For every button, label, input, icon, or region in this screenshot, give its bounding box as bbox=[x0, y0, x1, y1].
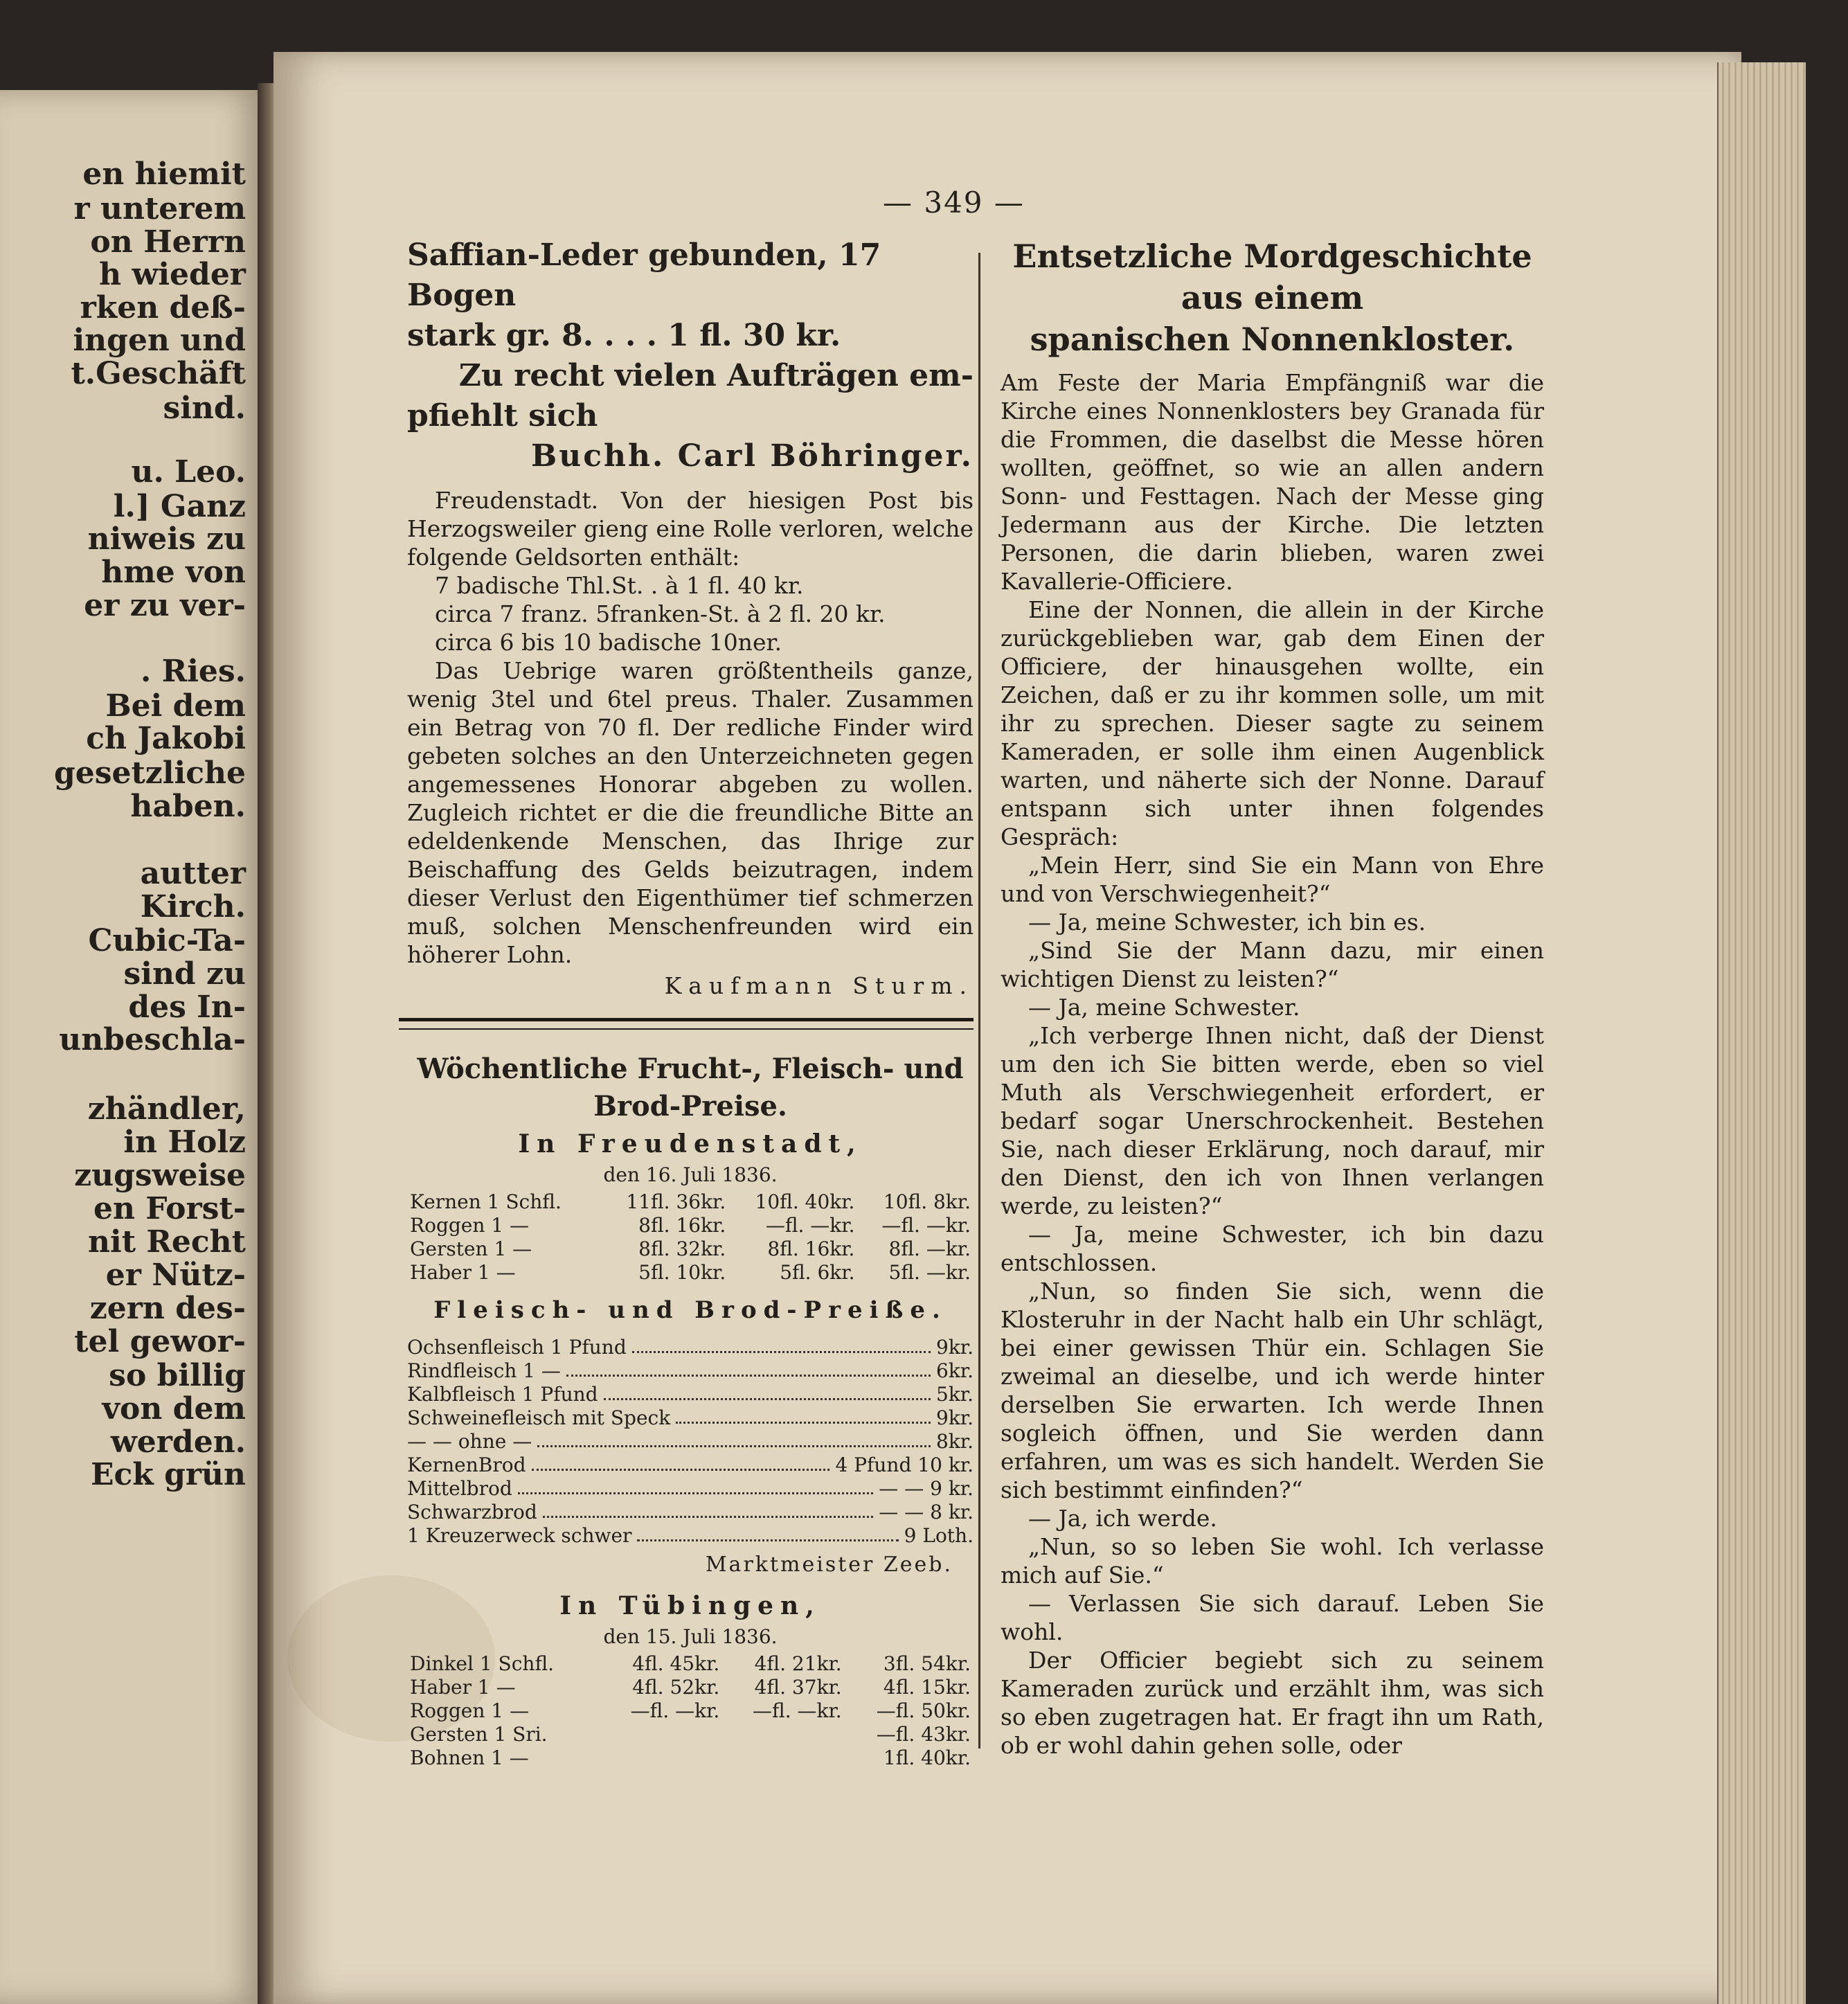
left-page-line: l.] Ganz bbox=[113, 489, 246, 524]
left-page-line: zern des- bbox=[89, 1291, 246, 1326]
notice-intro: Freudenstadt. Von der hiesigen Post bis Herzogsweiler gieng eine Rolle verloren, welche folgende Geldsorten enthält: bbox=[407, 487, 974, 571]
coin-line-1: 7 badische Thl.St. . à 1 fl. 40 kr. bbox=[435, 572, 804, 599]
tuebingen-heading: In Tübingen, bbox=[559, 1591, 821, 1620]
left-page-line: Eck grün bbox=[90, 1457, 246, 1492]
left-page-line: nit Recht bbox=[87, 1224, 246, 1260]
meat-label: KernenBrod bbox=[407, 1453, 526, 1476]
story-paragraph: „Nun, so so leben Sie wohl. Ich verlasse mich auf Sie.“ bbox=[1001, 1533, 1544, 1589]
meat-price: 5kr. bbox=[936, 1383, 974, 1406]
meat-price: — — 9 kr. bbox=[879, 1477, 974, 1500]
dot-leader bbox=[632, 1336, 931, 1353]
meat-signature: Marktmeister Zeeb. bbox=[705, 1553, 953, 1577]
grain-label: Gersten 1 Sri. bbox=[410, 1723, 548, 1746]
grain-price: —fl. —kr. bbox=[881, 1214, 971, 1237]
grain-price: —fl. —kr. bbox=[630, 1699, 720, 1722]
grain-price: —fl. 50kr. bbox=[876, 1699, 971, 1722]
left-page-line: des In- bbox=[128, 990, 246, 1025]
left-page-line: sind. bbox=[163, 391, 246, 426]
grain-price: 4fl. 15kr. bbox=[883, 1676, 971, 1699]
grain-row bbox=[407, 1261, 974, 1285]
meat-label: Schwarzbrod bbox=[407, 1501, 537, 1523]
story-paragraph: „Nun, so finden Sie sich, wenn die Klosteruhr in der Nacht halb ein Uhr schlägt, bei einer gewissen Thür ein. Schlagen Sie zweimal an dieselbe, und ich werde hinter derselben Sie erwarten. Ich werde Ihnen sogleich öffnen, und Sie werden dann erfahren, um was es sich handelt. Werden Sie sich bestimmt einfinden?“ bbox=[1001, 1278, 1544, 1503]
grain-price: 4fl. 45kr. bbox=[632, 1652, 720, 1675]
dot-leader bbox=[637, 1524, 898, 1541]
grain-row bbox=[407, 1746, 974, 1770]
grain-price: 10fl. 40kr. bbox=[755, 1190, 855, 1213]
ad-line-4: pfiehlt sich bbox=[407, 398, 598, 433]
meat-heading: Fleisch- und Brod-Preiße. bbox=[433, 1296, 947, 1324]
left-page-line: von dem bbox=[102, 1391, 246, 1426]
story-paragraph: — Ja, meine Schwester, ich bin es. bbox=[1028, 909, 1426, 936]
left-page-line: on Herrn bbox=[90, 224, 246, 260]
grain-row bbox=[407, 1190, 974, 1214]
grain-price bbox=[600, 1723, 722, 1746]
grain-price: 8fl. 16kr. bbox=[638, 1214, 726, 1237]
meat-price-row bbox=[407, 1430, 974, 1453]
notice-body: Das Uebrige waren größtentheils ganze, wenig 3tel und 6tel preus. Thaler. Zusammen ein Betrag von 70 fl. Der redliche Finder wird gebeten solches an den Unterzeichneten gegen angemessenes Honorar abgeben zu wollen. Zugleich richtet er die die freundliche Bitte an edeldenkende Menschen, das Ihrige zur Beischaffung des Gelds beizutragen, indem dieser Verlust den Eigenthümer tief schmerzen muß, solchen Menschenfreunden wird ein höherer Lohn. bbox=[407, 657, 974, 968]
meat-label: Rindfleisch 1 — bbox=[407, 1359, 561, 1382]
dot-leader bbox=[532, 1453, 830, 1471]
meat-price-row bbox=[407, 1524, 974, 1548]
story-paragraph: Der Officier begiebt sich zu seinem Kameraden zurück und erzählt ihm, was sich so eben zugetragen hat. Er fragt ihn um Rath, ob er wohl dahin gehen solle, oder bbox=[1001, 1647, 1544, 1759]
grain-label: Haber 1 — bbox=[410, 1676, 516, 1699]
grain-label: Haber 1 — bbox=[410, 1261, 516, 1284]
left-page-line: tel gewor- bbox=[74, 1324, 246, 1359]
story-paragraph: — Ja, meine Schwester, ich bin dazu entschlossen. bbox=[1001, 1221, 1544, 1276]
story-paragraph: „Ich verberge Ihnen nicht, daß der Dienst um den ich Sie bitten werde, eben so viel Muth als Verschwiegenheit erfordert, er bedarf sogar Unerschrockenheit. Bestehen Sie, nach dieser Erklärung, noch darauf, mir den Dienst, den ich von Ihnen verlangen werde, zu leisten?“ bbox=[1001, 1022, 1544, 1219]
meat-label: Schweinefleisch mit Speck bbox=[407, 1406, 671, 1429]
prices-title-1: Wöchentliche Frucht-, Fleisch- und bbox=[417, 1053, 964, 1085]
column-divider bbox=[978, 253, 980, 1748]
dot-leader bbox=[676, 1406, 931, 1424]
grain-label: Kernen 1 Schfl. bbox=[410, 1190, 562, 1213]
freudenstadt-heading: In Freudenstadt, bbox=[518, 1129, 863, 1158]
meat-price: 9 Loth. bbox=[904, 1524, 974, 1547]
left-page-line: zhändler, bbox=[87, 1091, 246, 1127]
story-paragraph: — Ja, meine Schwester. bbox=[1028, 994, 1300, 1021]
story-title-2: spanischen Nonnenkloster. bbox=[1030, 321, 1515, 358]
meat-price-row bbox=[407, 1501, 974, 1524]
grain-row bbox=[407, 1652, 974, 1676]
story-paragraph: — Verlassen Sie sich darauf. Leben Sie wohl. bbox=[1001, 1590, 1544, 1645]
ad-signature: Buchh. Carl Böhringer. bbox=[531, 438, 974, 474]
grain-price: 4fl. 21kr. bbox=[754, 1652, 842, 1675]
grain-price: —fl. —kr. bbox=[753, 1699, 842, 1722]
left-page-line: zugsweise bbox=[74, 1158, 246, 1193]
dot-leader bbox=[543, 1501, 874, 1518]
coin-line-3: circa 6 bis 10 badische 10ner. bbox=[435, 629, 782, 656]
left-page-line: niweis zu bbox=[87, 521, 246, 557]
left-page-line: werden. bbox=[110, 1424, 246, 1460]
left-page-line: h wieder bbox=[99, 257, 246, 292]
grain-price: —fl. 43kr. bbox=[876, 1723, 971, 1746]
meat-label: — — ohne — bbox=[407, 1430, 532, 1453]
grain-row bbox=[407, 1699, 974, 1723]
left-page-line: . Ries. bbox=[140, 654, 246, 689]
meat-price-row bbox=[407, 1336, 974, 1359]
meat-label: Ochsenfleisch 1 Pfund bbox=[407, 1336, 627, 1359]
left-page-line: en Forst- bbox=[93, 1191, 246, 1226]
left-page-line: sind zu bbox=[123, 956, 246, 992]
dot-leader bbox=[566, 1359, 931, 1377]
left-page-line: en hiemit bbox=[82, 156, 246, 192]
grain-price: 4fl. 37kr. bbox=[754, 1676, 842, 1699]
meat-price-row bbox=[407, 1477, 974, 1501]
meat-price: 6kr. bbox=[936, 1359, 974, 1382]
left-page-line: so billig bbox=[109, 1358, 246, 1393]
left-page-line: u. Leo. bbox=[131, 454, 246, 490]
meat-price: — — 8 kr. bbox=[879, 1501, 974, 1523]
page-number: — 349 — bbox=[883, 186, 1025, 220]
grain-price: 4fl. 52kr. bbox=[632, 1676, 720, 1699]
grain-table-freudenstadt bbox=[407, 1190, 974, 1285]
left-page-line: r unterem bbox=[73, 191, 246, 226]
dot-leader bbox=[604, 1383, 931, 1400]
grain-price: 5fl. 10kr. bbox=[638, 1261, 726, 1284]
grain-price: —fl. —kr. bbox=[765, 1214, 855, 1237]
grain-label: Bohnen 1 — bbox=[410, 1746, 529, 1769]
meat-label: 1 Kreuzerweck schwer bbox=[407, 1524, 632, 1547]
grain-price: 3fl. 54kr. bbox=[883, 1652, 971, 1675]
grain-label: Roggen 1 — bbox=[410, 1699, 530, 1722]
grain-label: Roggen 1 — bbox=[410, 1214, 530, 1237]
left-page-line: Kirch. bbox=[140, 889, 246, 924]
page-block-edge bbox=[1717, 62, 1809, 2004]
column-left bbox=[407, 235, 974, 1777]
meat-price: 9kr. bbox=[936, 1406, 974, 1429]
story-paragraph: — Ja, ich werde. bbox=[1028, 1505, 1217, 1532]
story-paragraph: „Mein Herr, sind Sie ein Mann von Ehre und von Verschwiegenheit?“ bbox=[1001, 852, 1544, 907]
left-page-line: ch Jakobi bbox=[86, 721, 246, 756]
meat-price: 8kr. bbox=[936, 1430, 974, 1453]
grain-price: 8fl. 32kr. bbox=[638, 1237, 726, 1260]
grain-row bbox=[407, 1723, 974, 1746]
story-paragraph: Eine der Nonnen, die allein in der Kirche zurückgeblieben war, gab dem Einen der Officiere, der hinausgehen wollte, ein Zeichen, daß er zu ihr kommen solle, um mit ihr zu sprechen. Dieser sagte zu seinem Kameraden, er solle ihm einen Augenblick warten, und näherte sich der Nonne. Darauf entspann sich unter ihnen folgendes Gespräch: bbox=[1001, 596, 1544, 850]
meat-price-row bbox=[407, 1406, 974, 1430]
meat-price-list bbox=[407, 1336, 974, 1548]
grain-row bbox=[407, 1237, 974, 1261]
dot-leader bbox=[537, 1430, 931, 1447]
meat-label: Mittelbrod bbox=[407, 1477, 512, 1500]
grain-price: 8fl. —kr. bbox=[888, 1237, 971, 1260]
meat-price-row bbox=[407, 1359, 974, 1383]
meat-price: 4 Pfund 10 kr. bbox=[835, 1453, 974, 1476]
grain-price: 1fl. 40kr. bbox=[883, 1746, 971, 1769]
left-page-line: hme von bbox=[101, 555, 246, 590]
notice-signature: Kaufmann Sturm. bbox=[664, 972, 974, 999]
grain-price: 11fl. 36kr. bbox=[626, 1190, 726, 1213]
meat-price-row bbox=[407, 1383, 974, 1406]
left-page-line: ingen und bbox=[73, 323, 246, 358]
left-page-line: Bei dem bbox=[105, 688, 246, 724]
left-page-line: in Holz bbox=[123, 1125, 246, 1160]
meat-price: 9kr. bbox=[936, 1336, 974, 1359]
freudenstadt-date: den 16. Juli 1836. bbox=[603, 1163, 778, 1186]
grain-price: 5fl. 6kr. bbox=[780, 1261, 855, 1284]
coin-line-2: circa 7 franz. 5franken-St. à 2 fl. 20 kr. bbox=[435, 600, 886, 627]
left-page bbox=[0, 90, 267, 2004]
grain-price: 8fl. 16kr. bbox=[767, 1237, 855, 1260]
story-title-1: Entsetzliche Mordgeschichte aus einem bbox=[1012, 238, 1532, 316]
left-page-line: gesetzliche bbox=[53, 755, 246, 791]
ad-line-1: Saffian-Leder gebunden, 17 Bogen bbox=[407, 238, 881, 313]
left-page-line: rken deß- bbox=[80, 290, 246, 325]
meat-price-row bbox=[407, 1453, 974, 1477]
grain-row bbox=[407, 1676, 974, 1699]
grain-row bbox=[407, 1214, 974, 1237]
left-page-line: haben. bbox=[130, 789, 246, 824]
left-page-line: er zu ver- bbox=[84, 588, 246, 623]
grain-table-tuebingen bbox=[407, 1652, 974, 1770]
prices-title-2: Brod-Preise. bbox=[593, 1090, 787, 1122]
section-rule bbox=[399, 1018, 974, 1030]
left-page-line: autter bbox=[140, 856, 246, 891]
ad-line-3: Zu recht vielen Aufträgen em- bbox=[458, 358, 974, 393]
left-page-line: Cubic-Ta- bbox=[88, 923, 246, 958]
background-shadow bbox=[1806, 62, 1848, 2004]
story-paragraph: „Sind Sie der Mann dazu, mir einen wichtigen Dienst zu leisten?“ bbox=[1001, 937, 1544, 992]
column-right bbox=[1001, 235, 1544, 1760]
dot-leader bbox=[518, 1477, 874, 1494]
grain-price: 10fl. 8kr. bbox=[883, 1190, 971, 1213]
grain-label: Gersten 1 — bbox=[410, 1237, 532, 1260]
grain-price bbox=[722, 1746, 844, 1770]
ad-line-2: stark gr. 8. . . . 1 fl. 30 kr. bbox=[407, 318, 841, 353]
left-page-line: t.Geschäft bbox=[71, 356, 246, 391]
story-paragraph: Am Feste der Maria Empfängniß war die Kirche eines Nonnenklosters bey Granada für die Frommen, die daselbst die Messe hören wollten, geöffnet, so wie an allen andern Sonn- und Festtagen. Nach der Messe ging Jedermann aus der Kirche. Die letzten Personen, die darin blieben, waren zwei Kavallerie-Officiere. bbox=[1001, 369, 1544, 595]
meat-label: Kalbfleisch 1 Pfund bbox=[407, 1383, 598, 1406]
tuebingen-date: den 15. Juli 1836. bbox=[603, 1625, 778, 1648]
grain-price: 5fl. —kr. bbox=[888, 1261, 971, 1284]
grain-price bbox=[600, 1746, 722, 1770]
grain-price bbox=[722, 1723, 844, 1746]
left-page-line: er Nütz- bbox=[105, 1258, 246, 1293]
left-page-line: unbeschla- bbox=[59, 1022, 246, 1057]
grain-label: Dinkel 1 Schfl. bbox=[410, 1652, 555, 1675]
